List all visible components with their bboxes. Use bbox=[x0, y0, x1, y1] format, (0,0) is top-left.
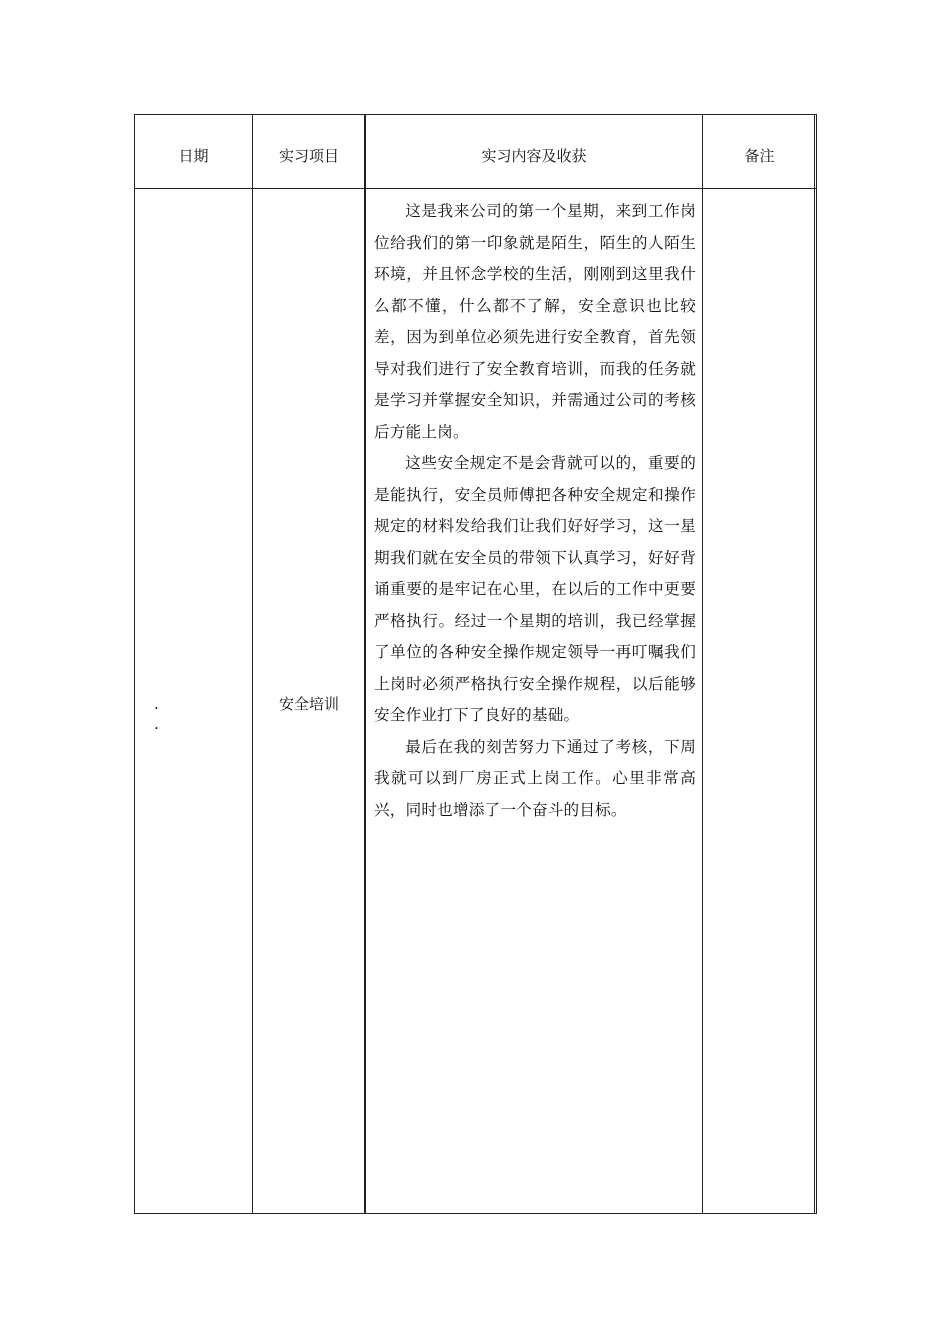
column-divider-date bbox=[252, 114, 253, 1214]
table-top-border bbox=[134, 114, 817, 115]
content-paragraph-1: 这是我来公司的第一个星期，来到工作岗位给我们的第一印象就是陌生，陌生的人陌生环境，并且怀念学校的生活，刚刚到这里我什么都不懂，什么都不了解，安全意识也比较差，因为到单位必须先进行安全教育，首先领导对我们进行了安全教育培训，而我的任务就是学习并掌握安全知识，并需通过公司的考核后方能上岗。 bbox=[374, 202, 696, 441]
header-date: 日期 bbox=[178, 147, 209, 165]
table-left-border bbox=[134, 114, 135, 1214]
header-content: 实习内容及收获 bbox=[481, 147, 587, 165]
header-divider bbox=[134, 188, 817, 189]
table-right-border-outer bbox=[816, 114, 817, 1214]
table-right-border-inner bbox=[814, 114, 815, 1214]
table-bottom-border bbox=[134, 1213, 817, 1214]
header-remarks: 备注 bbox=[744, 147, 775, 165]
column-divider-project bbox=[364, 114, 366, 1214]
column-divider-content bbox=[702, 114, 703, 1214]
date-placeholder-text: . . bbox=[154, 695, 199, 733]
project-value: 安全培训 bbox=[278, 695, 339, 713]
content-cell bbox=[374, 196, 696, 826]
header-project: 实习项目 bbox=[278, 147, 339, 165]
content-paragraph-3: 最后在我的刻苦努力下通过了考核，下周我就可以到厂房正式上岗工作。心里非常高兴，同时也增添了一个奋斗的目标。 bbox=[374, 737, 696, 819]
content-paragraph-2: 这些安全规定不是会背就可以的，重要的是能执行，安全员师傅把各种安全规定和操作规定的材料发给我们让我们好好学习，这一星期我们就在安全员的带领下认真学习，好好背诵重要的是牢记在心里，在以后的工作中更要严格执行。经过一个星期的培训，我已经掌握了单位的各种安全操作规定领导一再叮嘱我们上岗时必须严格执行安全操作规程，以后能够安全作业打下了良好的基础。 bbox=[374, 454, 696, 724]
